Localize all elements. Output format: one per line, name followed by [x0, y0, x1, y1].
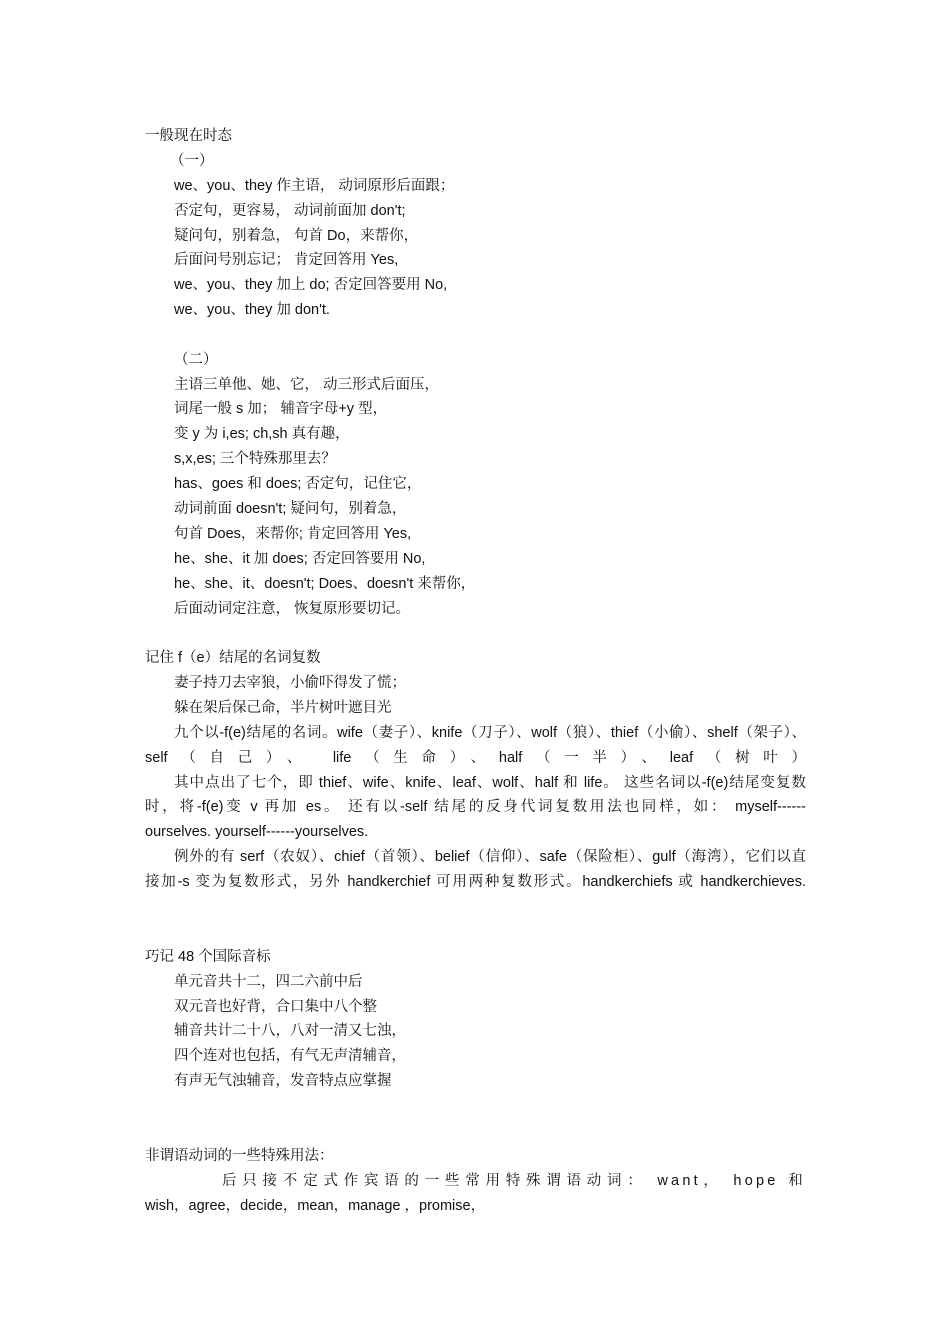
text-line: we、you、they 作主语， 动词原形后面跟； [174, 178, 455, 194]
text-line: 辅音共计二十八，八对一清又七浊， [174, 1023, 406, 1039]
text-line: 四个连对也包括，有气无声清辅音， [174, 1048, 406, 1064]
paragraph-line: 例外的有 serf（农奴）、chief（首领）、belief（信仰）、safe（保险柜）、gulf（海湾），它们以直 [174, 849, 806, 865]
paragraph-line: 九个以-f(e)结尾的名词。wife（妻子）、knife（刀子）、wolf（狼）、thief（小偷）、shelf（架子）、 [174, 725, 806, 741]
text-line: 躲在架后保己命，半片树叶遮目光 [174, 700, 392, 716]
paragraph-line: 其中点出了七个，即 thief、wife、knife、leaf、wolf、half 和 life。 这些名词以-f(e)结尾变复数 [174, 775, 806, 791]
text-line: he、she、it 加 does; 否定回答要用 No, [174, 551, 426, 567]
text-line: 疑问句，别着急， 句首 Do，来帮你， [174, 228, 419, 244]
text-line: he、she、it、doesn't; Does、doesn't 来帮你， [174, 576, 476, 592]
paragraph-line: 接加-s 变为复数形式，另外 handkerchief 可用两种复数形式。handkerchiefs 或 handkerchieves. [145, 874, 806, 890]
text-line: 双元音也好背，合口集中八个整 [174, 999, 377, 1015]
text-line: 有声无气浊辅音，发音特点应掌握 [174, 1073, 392, 1089]
paragraph-line: 后只接不定式作宾语的一些常用特殊谓语动词： want， hope 和 [222, 1173, 806, 1189]
text-line: 后面问号别忘记； 肯定回答用 Yes, [174, 252, 399, 268]
subsection-label: （一） [170, 153, 214, 169]
text-line: we、you、they 加 don't. [174, 302, 330, 318]
paragraph-line: self（自己）、 life（生命）、half（一半）、leaf（树叶） [145, 750, 806, 766]
paragraph-line: wish，agree，decide，mean，manage ，promise， [145, 1198, 486, 1214]
subsection-label: （二） [174, 352, 218, 368]
text-line: 单元音共十二，四二六前中后 [174, 974, 363, 990]
paragraph-line: ourselves. yourself------yourselves. [145, 824, 369, 840]
text-line: 妻子持刀去宰狼，小偷吓得发了慌； [174, 675, 406, 691]
text-line: 否定句，更容易， 动词前面加 don't; [174, 203, 406, 219]
text-line: 变 y 为 i,es; ch,sh 真有趣， [174, 426, 350, 442]
text-line: 句首 Does，来帮你; 肯定回答用 Yes, [174, 526, 412, 542]
section-title: 巧记 48 个国际音标 [145, 949, 271, 965]
text-line: 后面动词定注意， 恢复原形要切记。 [174, 601, 411, 617]
paragraph-line: 时，将-f(e)变 v 再加 es。 还有以-self 结尾的反身代词复数用法也同样，如： myself------ [145, 799, 806, 815]
section-title: 非谓语动词的一些特殊用法： [145, 1148, 334, 1164]
text-line: we、you、they 加上 do; 否定回答要用 No, [174, 277, 448, 293]
section-title: 一般现在时态 [145, 128, 232, 144]
text-line: 词尾一般 s 加； 辅音字母+y 型， [174, 401, 388, 417]
text-line: 主语三单他、她、它， 动三形式后面压， [174, 377, 440, 393]
text-line: has、goes 和 does; 否定句，记住它， [174, 476, 422, 492]
section-title: 记住 f（e）结尾的名词复数 [145, 650, 321, 666]
text-line: 动词前面 doesn't; 疑问句，别着急， [174, 501, 407, 517]
text-line: s,x,es; 三个特殊那里去？ [174, 451, 336, 467]
